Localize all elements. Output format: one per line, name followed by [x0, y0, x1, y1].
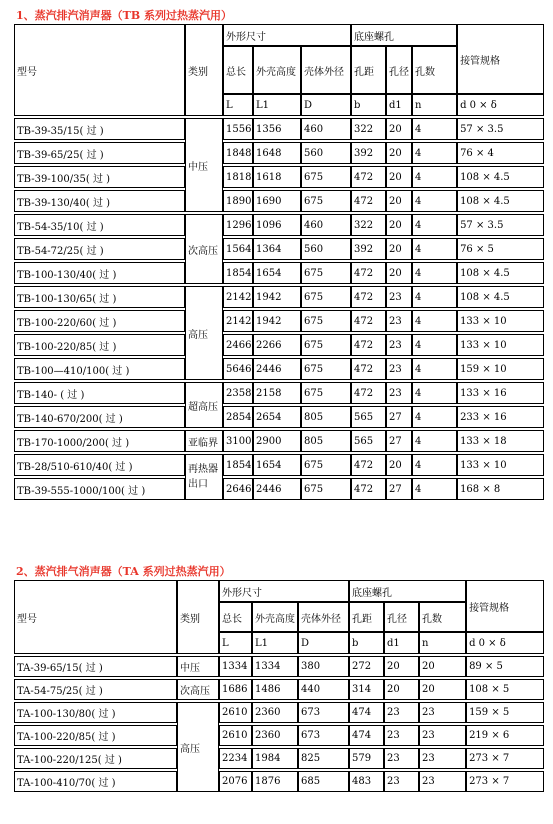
category-cell: 高压 — [177, 702, 219, 792]
hole-distance-cell: 472 — [351, 382, 386, 404]
symbol-count: n — [419, 632, 466, 654]
pipe-spec-cell: 233 × 16 — [457, 406, 544, 428]
pipe-spec-cell: 108 × 4.5 — [457, 286, 544, 308]
hole-diameter-cell: 23 — [386, 358, 412, 380]
category-line: 再热器 — [188, 464, 218, 475]
pipe-spec-cell: 133 × 16 — [457, 382, 544, 404]
hole-count-cell: 4 — [412, 382, 457, 404]
hole-distance-cell: 474 — [349, 702, 384, 723]
length-cell: 1334 — [219, 656, 252, 677]
hole-diameter-cell: 20 — [386, 262, 412, 284]
shell-diameter-cell: 675 — [301, 310, 351, 332]
shell-height-cell: 1648 — [253, 142, 301, 164]
model-cell: TB-54-72/25( 过 ) — [14, 238, 185, 260]
length-cell: 1564 — [223, 238, 253, 260]
hole-count-cell: 4 — [412, 310, 457, 332]
hole-distance-cell: 474 — [349, 725, 384, 746]
table-row — [14, 190, 544, 212]
hole-count-cell: 4 — [412, 454, 457, 476]
hole-distance-cell: 565 — [351, 430, 386, 452]
symbol-diameter: D — [301, 94, 351, 116]
length-cell: 1848 — [223, 142, 253, 164]
pipe-spec-cell: 108 × 4.5 — [457, 166, 544, 188]
model-cell: TB-39-130/40( 过 ) — [14, 190, 185, 212]
length-cell: 2076 — [219, 771, 252, 792]
shell-height-cell: 1654 — [253, 454, 301, 476]
model-cell: TA-39-65/15( 过 ) — [14, 656, 177, 677]
table-row — [14, 262, 544, 284]
shell-diameter-cell: 460 — [301, 214, 351, 236]
pipe-spec-cell: 273 × 7 — [466, 771, 544, 792]
shell-height-cell: 1356 — [253, 118, 301, 140]
category-cell: 次高压 — [185, 214, 223, 284]
model-cell: TB-54-35/10( 过 ) — [14, 214, 185, 236]
model-cell: TB-140- ( 过 ) — [14, 382, 185, 404]
header-hole-diameter: 孔径 — [386, 46, 412, 94]
model-cell: TB-170-1000/200( 过 ) — [14, 430, 185, 452]
length-cell: 2610 — [219, 702, 252, 723]
symbol-height: L1 — [252, 632, 298, 654]
pipe-spec-cell: 133 × 18 — [457, 430, 544, 452]
hole-distance-cell: 392 — [351, 238, 386, 260]
symbol-height: L1 — [253, 94, 301, 116]
symbol-count: n — [412, 94, 457, 116]
table-row — [14, 748, 544, 769]
symbol-hole-diameter: d1 — [386, 94, 412, 116]
pipe-spec-cell: 108 × 4.5 — [457, 190, 544, 212]
category-line: 出口 — [188, 479, 208, 490]
hole-diameter-cell: 20 — [386, 166, 412, 188]
shell-diameter-cell: 675 — [301, 334, 351, 356]
table-row — [14, 679, 544, 700]
table-row — [14, 725, 544, 746]
header-dimensions-group: 外形尺寸 — [223, 24, 351, 46]
hole-count-cell: 23 — [419, 771, 466, 792]
pipe-spec-cell: 76 × 5 — [457, 238, 544, 260]
header-model: 型号 — [14, 580, 177, 654]
shell-height-cell: 2360 — [252, 702, 298, 723]
length-cell: 2358 — [223, 382, 253, 404]
hole-distance-cell: 314 — [349, 679, 384, 700]
hole-count-cell: 4 — [412, 478, 457, 500]
symbol-distance: b — [349, 632, 384, 654]
length-cell: 1854 — [223, 262, 253, 284]
pipe-spec-cell: 57 × 3.5 — [457, 118, 544, 140]
header-row — [14, 580, 544, 602]
model-cell: TB-100-130/65( 过 ) — [14, 286, 185, 308]
shell-diameter-cell: 675 — [301, 286, 351, 308]
hole-diameter-cell: 23 — [384, 702, 419, 723]
table-row — [14, 166, 544, 188]
hole-distance-cell: 483 — [349, 771, 384, 792]
hole-diameter-cell: 23 — [386, 382, 412, 404]
category-cell: 中压 — [177, 656, 219, 677]
length-cell: 2234 — [219, 748, 252, 769]
symbol-hole-diameter: d1 — [384, 632, 419, 654]
shell-diameter-cell: 673 — [298, 702, 349, 723]
table-row — [14, 214, 544, 236]
tb-table-body — [14, 24, 544, 502]
header-length: 总长 — [223, 46, 253, 94]
model-cell: TB-28/510-610/40( 过 ) — [14, 454, 185, 476]
hole-distance-cell: 472 — [351, 358, 386, 380]
shell-height-cell: 1690 — [253, 190, 301, 212]
hole-count-cell: 20 — [419, 679, 466, 700]
shell-diameter-cell: 825 — [298, 748, 349, 769]
hole-diameter-cell: 20 — [384, 656, 419, 677]
shell-diameter-cell: 675 — [301, 190, 351, 212]
shell-height-cell: 1984 — [252, 748, 298, 769]
hole-count-cell: 4 — [412, 190, 457, 212]
model-cell: TB-100-220/60( 过 ) — [14, 310, 185, 332]
ta-table — [14, 580, 544, 794]
table-row — [14, 454, 544, 476]
shell-height-cell: 1876 — [252, 771, 298, 792]
hole-count-cell: 4 — [412, 430, 457, 452]
hole-diameter-cell: 20 — [386, 454, 412, 476]
hole-count-cell: 4 — [412, 358, 457, 380]
shell-diameter-cell: 675 — [301, 358, 351, 380]
hole-distance-cell: 472 — [351, 190, 386, 212]
length-cell: 2854 — [223, 406, 253, 428]
section2-heading: 2、蒸汽排气消声器（TA 系列过热蒸汽用） — [16, 565, 231, 578]
symbol-length: L — [223, 94, 253, 116]
header-hole-distance: 孔距 — [349, 602, 384, 632]
shell-height-cell: 2360 — [252, 725, 298, 746]
hole-distance-cell: 472 — [351, 310, 386, 332]
shell-height-cell: 1364 — [253, 238, 301, 260]
hole-diameter-cell: 23 — [386, 286, 412, 308]
header-bolt-group: 底座螺孔 — [349, 580, 466, 602]
pipe-spec-cell: 133 × 10 — [457, 454, 544, 476]
hole-diameter-cell: 23 — [386, 310, 412, 332]
hole-diameter-cell: 27 — [386, 430, 412, 452]
symbol-diameter: D — [298, 632, 349, 654]
model-cell: TB-100—410/100( 过 ) — [14, 358, 185, 380]
hole-count-cell: 4 — [412, 286, 457, 308]
length-cell: 2142 — [223, 286, 253, 308]
symbol-pipe: d 0 × δ — [457, 94, 544, 116]
shell-height-cell: 2900 — [253, 430, 301, 452]
header-bolt-group: 底座螺孔 — [351, 24, 457, 46]
hole-distance-cell: 392 — [351, 142, 386, 164]
hole-count-cell: 23 — [419, 702, 466, 723]
table-row — [14, 286, 544, 308]
hole-count-cell: 4 — [412, 406, 457, 428]
model-cell: TA-54-75/25( 过 ) — [14, 679, 177, 700]
model-cell: TB-100-220/85( 过 ) — [14, 334, 185, 356]
shell-diameter-cell: 380 — [298, 656, 349, 677]
length-cell: 2646 — [223, 478, 253, 500]
header-shell-height: 外壳高度 — [253, 46, 301, 94]
length-cell: 1890 — [223, 190, 253, 212]
hole-diameter-cell: 27 — [386, 406, 412, 428]
shell-diameter-cell: 805 — [301, 430, 351, 452]
hole-diameter-cell: 23 — [384, 771, 419, 792]
header-category: 类别 — [185, 24, 223, 116]
table-row — [14, 430, 544, 452]
table-row — [14, 702, 544, 723]
shell-height-cell: 2266 — [253, 334, 301, 356]
hole-distance-cell: 472 — [351, 454, 386, 476]
shell-height-cell: 1486 — [252, 679, 298, 700]
model-cell: TB-140-670/200( 过 ) — [14, 406, 185, 428]
category-cell: 超高压 — [185, 382, 223, 428]
shell-diameter-cell: 685 — [298, 771, 349, 792]
length-cell: 1556 — [223, 118, 253, 140]
length-cell: 2610 — [219, 725, 252, 746]
hole-count-cell: 4 — [412, 118, 457, 140]
table-row — [14, 382, 544, 404]
header-hole-diameter: 孔径 — [384, 602, 419, 632]
section1-heading: 1、蒸汽排汽消声器（TB 系列过热蒸汽用） — [16, 9, 232, 22]
header-model: 型号 — [14, 24, 185, 116]
model-cell: TB-39-555-1000/100( 过 ) — [14, 478, 185, 500]
model-cell: TA-100-220/85( 过 ) — [14, 725, 177, 746]
hole-diameter-cell: 23 — [384, 748, 419, 769]
hole-distance-cell: 472 — [351, 334, 386, 356]
hole-distance-cell: 322 — [351, 214, 386, 236]
shell-diameter-cell: 675 — [301, 454, 351, 476]
shell-diameter-cell: 460 — [301, 118, 351, 140]
hole-distance-cell: 579 — [349, 748, 384, 769]
table-row — [14, 406, 544, 428]
hole-diameter-cell: 20 — [386, 190, 412, 212]
model-cell: TA-100-410/70( 过 ) — [14, 771, 177, 792]
shell-diameter-cell: 675 — [301, 166, 351, 188]
hole-diameter-cell: 27 — [386, 478, 412, 500]
table-row — [14, 334, 544, 356]
model-cell: TA-100-130/80( 过 ) — [14, 702, 177, 723]
table-row — [14, 771, 544, 792]
header-dimensions-group: 外形尺寸 — [219, 580, 349, 602]
hole-diameter-cell: 20 — [386, 214, 412, 236]
category-cell: 次高压 — [177, 679, 219, 700]
length-cell: 2466 — [223, 334, 253, 356]
shell-height-cell: 1618 — [253, 166, 301, 188]
shell-height-cell: 1096 — [253, 214, 301, 236]
header-hole-distance: 孔距 — [351, 46, 386, 94]
shell-height-cell: 2446 — [253, 358, 301, 380]
shell-diameter-cell: 675 — [301, 262, 351, 284]
tb-table — [14, 24, 544, 502]
header-category: 类别 — [177, 580, 219, 654]
shell-diameter-cell: 675 — [301, 382, 351, 404]
hole-distance-cell: 472 — [351, 166, 386, 188]
hole-diameter-cell: 20 — [384, 679, 419, 700]
hole-diameter-cell: 23 — [384, 725, 419, 746]
table-row — [14, 358, 544, 380]
category-cell: 亚临界 — [185, 430, 223, 452]
model-cell: TB-100-130/40( 过 ) — [14, 262, 185, 284]
shell-diameter-cell: 440 — [298, 679, 349, 700]
ta-table-body — [14, 580, 544, 794]
hole-distance-cell: 322 — [351, 118, 386, 140]
table-row — [14, 656, 544, 677]
hole-diameter-cell: 23 — [386, 334, 412, 356]
table-row — [14, 238, 544, 260]
hole-distance-cell: 472 — [351, 478, 386, 500]
hole-count-cell: 20 — [419, 656, 466, 677]
length-cell: 1686 — [219, 679, 252, 700]
length-cell: 1854 — [223, 454, 253, 476]
shell-diameter-cell: 560 — [301, 238, 351, 260]
shell-height-cell: 1334 — [252, 656, 298, 677]
shell-diameter-cell: 805 — [301, 406, 351, 428]
pipe-spec-cell: 133 × 10 — [457, 334, 544, 356]
symbol-length: L — [219, 632, 252, 654]
model-cell: TA-100-220/125( 过 ) — [14, 748, 177, 769]
header-hole-count: 孔数 — [412, 46, 457, 94]
length-cell: 1818 — [223, 166, 253, 188]
symbol-distance: b — [351, 94, 386, 116]
table-row — [14, 142, 544, 164]
hole-distance-cell: 472 — [351, 286, 386, 308]
shell-diameter-cell: 560 — [301, 142, 351, 164]
hole-distance-cell: 272 — [349, 656, 384, 677]
header-hole-count: 孔数 — [419, 602, 466, 632]
length-cell: 3100 — [223, 430, 253, 452]
shell-height-cell: 2654 — [253, 406, 301, 428]
table-row — [14, 118, 544, 140]
hole-count-cell: 4 — [412, 166, 457, 188]
hole-count-cell: 4 — [412, 142, 457, 164]
shell-height-cell: 2158 — [253, 382, 301, 404]
pipe-spec-cell: 168 × 8 — [457, 478, 544, 500]
shell-height-cell: 1654 — [253, 262, 301, 284]
header-shell-diameter: 壳体外径 — [301, 46, 351, 94]
pipe-spec-cell: 76 × 4 — [457, 142, 544, 164]
category-cell: 高压 — [185, 286, 223, 380]
symbol-pipe: d 0 × δ — [466, 632, 544, 654]
pipe-spec-cell: 273 × 7 — [466, 748, 544, 769]
length-cell: 5646 — [223, 358, 253, 380]
table-row — [14, 310, 544, 332]
hole-diameter-cell: 20 — [386, 142, 412, 164]
shell-height-cell: 2446 — [253, 478, 301, 500]
header-length: 总长 — [219, 602, 252, 632]
model-cell: TB-39-100/35( 过 ) — [14, 166, 185, 188]
model-cell: TB-39-35/15( 过 ) — [14, 118, 185, 140]
pipe-spec-cell: 159 × 10 — [457, 358, 544, 380]
hole-distance-cell: 565 — [351, 406, 386, 428]
header-shell-height: 外壳高度 — [252, 602, 298, 632]
pipe-spec-cell: 159 × 5 — [466, 702, 544, 723]
header-row — [14, 24, 544, 46]
pipe-spec-cell: 219 × 6 — [466, 725, 544, 746]
hole-count-cell: 4 — [412, 334, 457, 356]
header-pipe-spec: 接管规格 — [457, 24, 544, 94]
header-shell-diameter: 壳体外径 — [298, 602, 349, 632]
shell-height-cell: 1942 — [253, 310, 301, 332]
pipe-spec-cell: 108 × 5 — [466, 679, 544, 700]
length-cell: 1296 — [223, 214, 253, 236]
shell-diameter-cell: 675 — [301, 478, 351, 500]
table-row — [14, 478, 544, 500]
hole-distance-cell: 472 — [351, 262, 386, 284]
hole-diameter-cell: 20 — [386, 238, 412, 260]
hole-count-cell: 4 — [412, 238, 457, 260]
model-cell: TB-39-65/25( 过 ) — [14, 142, 185, 164]
pipe-spec-cell: 57 × 3.5 — [457, 214, 544, 236]
hole-count-cell: 23 — [419, 725, 466, 746]
category-cell — [185, 454, 223, 500]
pipe-spec-cell: 89 × 5 — [466, 656, 544, 677]
hole-count-cell: 23 — [419, 748, 466, 769]
header-pipe-spec: 接管规格 — [466, 580, 544, 632]
category-cell: 中压 — [185, 118, 223, 212]
hole-count-cell: 4 — [412, 214, 457, 236]
pipe-spec-cell: 108 × 4.5 — [457, 262, 544, 284]
pipe-spec-cell: 133 × 10 — [457, 310, 544, 332]
length-cell: 2142 — [223, 310, 253, 332]
hole-diameter-cell: 20 — [386, 118, 412, 140]
shell-diameter-cell: 673 — [298, 725, 349, 746]
shell-height-cell: 1942 — [253, 286, 301, 308]
hole-count-cell: 4 — [412, 262, 457, 284]
